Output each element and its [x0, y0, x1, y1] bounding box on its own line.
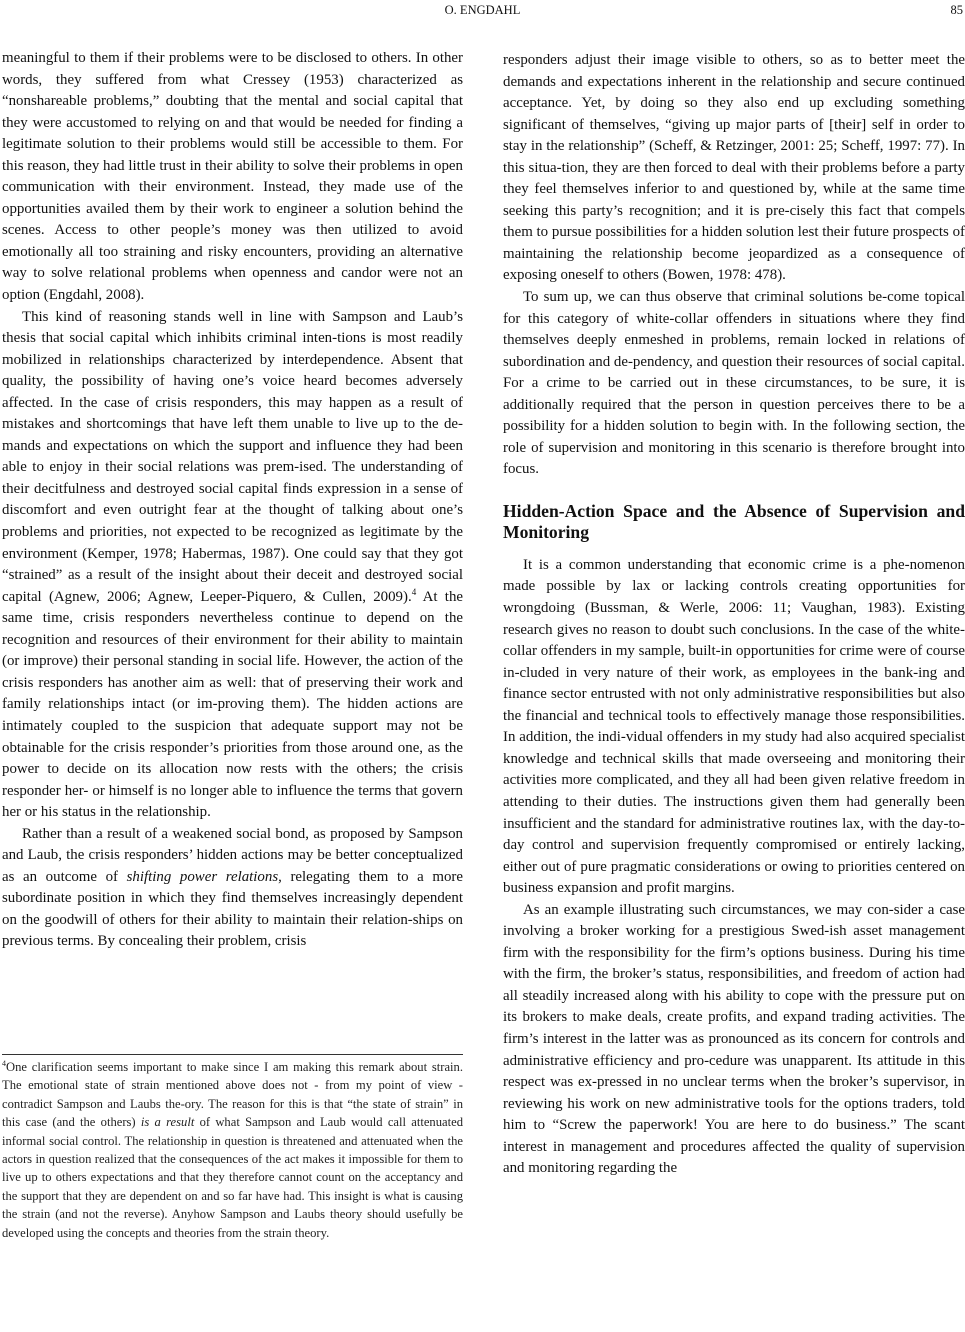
- page-header: [0, 0, 965, 26]
- footnote-number: 4: [2, 1058, 6, 1068]
- page-number: 85: [950, 3, 963, 17]
- paragraph-continued: meaningful to them if their problems were to be disclosed to others. In other words, they suffered from what Cressey (1953) characterized as “nonshareable problems,” doubting that the mental and social capital that they were accustomed to relying on and that would be needed for finding a legitimate solution to their problems would still be accessible to them. For this reason, they had little trust in their ability to solve their problems in open communication with their environment. Instead, they made use of the opportunities availed them by their work to engineer a solution behind the scenes. Access to other people’s money was then utilized to avoid emotionally all too straining and risky encounters, providing an alternative way to solve relational problems when openness and candor were not an option (Engdahl, 2008).: [2, 50, 463, 304]
- right-column: [503, 50, 965, 1180]
- left-column: [2, 48, 463, 953]
- paragraph-text: Rather than a result of a weakened social bond, as proposed by Sampson and Laub, the crisis responders’ hidden actions may be better conceptualized as an outcome of: [2, 825, 463, 885]
- footnote-emphasis: is a result: [140, 1115, 195, 1130]
- paragraph-sampson-laub: [2, 307, 463, 824]
- footnote-text: of what Sampson and Laub would call attenuated informal social control. The relationship in question is threatened and attenuated when the actors in question realized that the consequences of the act makes it impossible for them to live up to others expectations and that they therefore cannot count on the acceptancy and the support that they are dependent on and so far have had. This insight is what is causing the strain (and not the reverse). Anyhow Sampson and Laubs theory should usefully be developed using the concepts and theories from the strain theory.: [2, 1115, 464, 1240]
- footnote: [2, 1058, 463, 1242]
- section-heading: Hidden-Action Space and the Absence of Supervision and Monitoring: [503, 500, 965, 542]
- footnote-ref: 4: [411, 586, 417, 597]
- footnote-text: One clarification seems important to make since I am making this remark about strain. The emotional state of strain mentioned above does not - from my point of view - contradict Sampson and Laubs the-ory. The reason for this is that “the state of strain” in this case (and the others): [2, 1060, 463, 1130]
- footnote-divider: [2, 1054, 463, 1055]
- paragraph-continued: responders adjust their image visible to others, so as to better meet the demands and expectations inherent in the relationship and secure continued acceptance. Yet, by doing so they also end up excluding something significant of themselves, “giving up major parts of [their] self in order to stay in the relationship” (Scheff, & Retzinger, 2001: 25; Scheff, 1997: 77). In this situa-tion, they are then forced to deal with their problems before a party they feel themselves inferior to and questioned by, while at the same time seeking this party’s recognition; and it is pre-cisely this fact that compels them to pursue possibilities for a hidden solution lest their future prospects of maintaining the relationship become jeopardized as a consequence of exposing oneself to others (Bowen, 1978: 478).: [503, 52, 965, 284]
- paragraph-text: This kind of reasoning stands well in line with Sampson and Laub’s thesis that social capital which inhibits criminal inten-tions is most readily mobilized in relationships characterized by interdependence. Absent that quality, the possibility of having one’s voice heard becomes adversely affected. In the case of crisis responders, this may happen as a result of mistakes and shortcomings that have left them unable to live up to the de-mands and expectations on which the support and influence they had been able to enjoy in their social relations was prem-ised. The understanding of their decitfulness and destroyed social capital finds expression in a sense of discomfort and even outright fear at the thought of talking about one’s problems and priorities, not expected to be recognized as legitimate by the environment (Kemper, 1978; Habermas, 1987). One could say that they got “strained” as a result of the insight about their deceit and destroyed social capital (Agnew, 2006; Agnew, Leeper-Piquero, & Cullen, 2009).: [2, 308, 463, 605]
- paragraph-text: At the same time, crisis responders nevertheless continue to depend on the recognition and resources of their environment for their ability to maintain (or improve) their personal standing in social life. However, the action of the crisis responders has another aim as well: that of preserving their work and family relationships intact (or im-proving them). The hidden actions are intimately coupled to the suspicion that adequate support may not be obtainable for the crisis responder’s priorities from those around one, as the power to decide on its allocation now rests with the others; the crisis responder her- or himself is no longer able to influence the terms that govern her or his status in the relationship.: [2, 588, 463, 821]
- paragraph-shifting-power: [2, 824, 463, 953]
- emphasis: shifting power relations: [126, 868, 279, 885]
- paragraph-economic-crime: It is a common understanding that economic crime is a phe-nomenon made possible by lax or lacking controls creating opportunities for wrongdoing (Bussman, & Werle, 2006: 11; Vaughan, 1983). Existing research gives no reason to doubt such conclusions. In the case of the white-collar offenders in my sample, built-in opportunities for crime were of course in-cluded in very nature of their work, as employees in the bank-ing and finance sector entrusted with not only administrative responsibilities but also the financial and technical tools to effectively manage those responsibilities. In addition, the indi-vidual offenders in my study had also acquired specialist knowledge and technical skills that made overseeing and monitoring their activities more complicated, and they all had been given relative freedom in attending to their duties. The instructions given them had generally been insufficient and the standard for administrative routines lax, with the day-to-day control and supervision frequently compromised or entirely lacking, either out of pure pragmatic considerations or owing to priorities centered on business expansion and profit margins.: [503, 556, 965, 897]
- running-head: O. ENGDAHL: [444, 3, 521, 17]
- paragraph-broker-example: As an example illustrating such circumstances, we may con-sider a case involving a broker working for a prestigious Swed-ish asset management firm with the responsibility for the firm’s options business. During his time with the firm, the broker’s status, responsibilities, and freedom of action had all steadily increased along with his ability to cope with the pressure put on its brokers to make deals, create profits, and expand trading activities. The firm’s interest in the latter was as pronounced as its concern for controls and administrative efficiency and pro-cedure was unapparent. Its attitude in this respect was ex-pressed in no unclear terms when the broker’s supervisor, in reviewing his work on new administrative tools for the options traders, told him to “Screw the paperwork! You are here to do business.” The scant interest in management and procedures affected the quality of supervision and monitoring regarding the: [503, 901, 965, 1177]
- paragraph-text: , relegating them to a more subordinate position in which they find themselves increasingly dependent on the goodwill of others for their ability to maintain their relation-ships on previous terms. By concealing their problem, crisis: [2, 868, 464, 950]
- paragraph-summary: To sum up, we can thus observe that criminal solutions be-come topical for this category of white-collar offenders in situations where they find themselves deeply enmeshed in problems, remain locked in relations of subordination and de-pendency, and question their resources of social capital. For a crime to be carried out in these circumstances, to be sure, it is additionally required that the person in question perceives there to be a possibility for a hidden solution to begin with. In the following section, the role of supervision and monitoring in this scenario is therefore brought into focus.: [503, 289, 965, 478]
